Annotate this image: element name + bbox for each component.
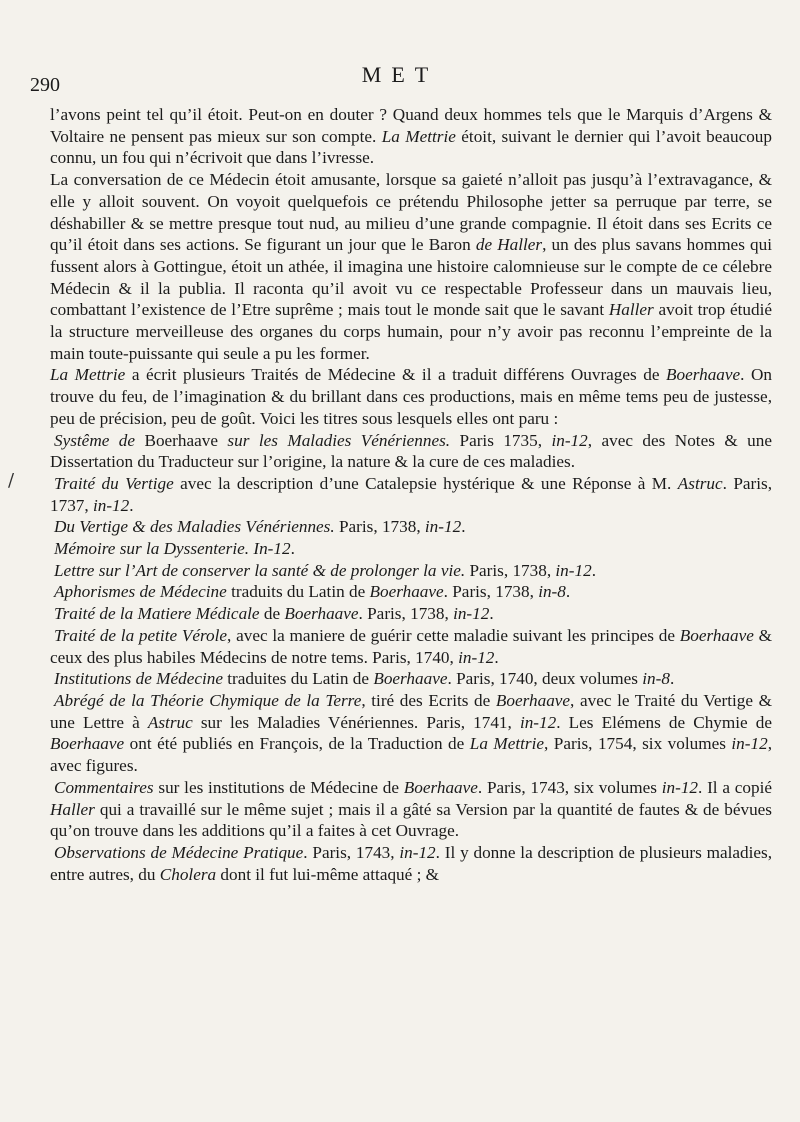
text-run: étoit, suivant le dernier qui l’avoit beaucoup connu, un fou qui n’écrivoit que dans l’ivresse. <box>50 126 772 168</box>
italic-run: Boerhaave <box>666 365 741 385</box>
italic-run: Mémoire sur la Dyssenterie. In-12 <box>54 539 291 559</box>
text-run: de <box>259 604 285 624</box>
italic-run: Traité du Vertige <box>54 473 174 493</box>
italic-run: in-12 <box>92 495 130 515</box>
margin-mark: / <box>8 470 15 491</box>
text-run: & ceux des plus habiles Médecins de notre tems. Paris, 1740, <box>50 625 773 667</box>
paragraph <box>50 364 772 429</box>
italic-run: Haller <box>50 799 95 819</box>
italic-run: Boerhaave <box>373 669 448 689</box>
text-run: Paris 1735, <box>450 430 552 450</box>
bibliography-entry <box>50 581 772 603</box>
italic-run: Aphorismes de Médecine <box>54 582 227 602</box>
text-run: avec la description d’une Catalepsie hystérique & une Réponse à M. <box>173 473 678 493</box>
text-run: . <box>565 582 571 602</box>
italic-run: Observations de Médecine Pratique <box>54 842 304 862</box>
italic-run: in-12 <box>458 647 495 667</box>
paragraph <box>50 169 772 364</box>
text-run: qui a travaillé sur le même sujet ; mais il a gâté sa Version par la quantité de fautes & de bévues qu’on trouve dans les additions qu’il a faites à cet Ouvrage. <box>50 799 772 841</box>
italic-run: Lettre sur l’Art de conserver la santé & de prolonger la vie. <box>54 560 466 580</box>
bibliography-entry <box>50 538 772 560</box>
text-run: . <box>129 495 134 515</box>
italic-run: in-12 <box>731 734 768 754</box>
italic-run: Traité de la Matiere Médicale <box>54 604 260 624</box>
text-run: sur les institutions de Médecine de <box>153 777 404 797</box>
text-run: l’avons peint tel qu’il étoit. Peut-on en douter ? Quand deux hommes tels que le Marquis d’Argens & Voltaire ne pensent pas mieux sur son compte. <box>50 105 772 146</box>
italic-run: in-12 <box>453 604 490 624</box>
italic-run: Abrégé de la Théorie Chymique de la Terre <box>54 690 362 710</box>
text-run: . <box>489 604 494 624</box>
italic-run: Systême de <box>54 430 136 450</box>
italic-run: Boerhaave <box>679 625 754 645</box>
italic-run: in-12 <box>399 842 436 862</box>
text-run: , avec des Notes & une Dissertation du Traducteur sur l’origine, la nature & la cure de ces maladies. <box>50 430 772 472</box>
italic-run: Haller <box>608 300 654 320</box>
paragraph <box>50 104 772 169</box>
text-run: , tiré des Ecrits de <box>361 690 496 710</box>
text-run: . <box>461 517 466 537</box>
text-run: . Paris, 1743, <box>303 842 400 862</box>
text-run: a écrit plusieurs Traités de Médecine & il a traduit différens Ouvrages de <box>125 365 667 385</box>
italic-run: in-8 <box>642 669 670 689</box>
italic-run: Boerhaave <box>284 604 359 624</box>
text-run: ont été publiés en François, de la Traduction de <box>124 734 470 754</box>
italic-run: in-12 <box>551 430 588 450</box>
text-run: . <box>290 539 295 559</box>
text-run: . Il y donne la description de plusieurs maladies, entre autres, du <box>50 842 773 884</box>
text-run: . On trouve du feu, de l’imagination & du brillant dans ces productions, mais en même tems peu de justesse, peu de précision, peu de goût. Voici les titres sous lesquels elles ont paru : <box>50 365 772 428</box>
italic-run: in-12 <box>555 560 592 580</box>
text-run: , avec figures. <box>50 734 772 776</box>
italic-run: Astruc <box>677 473 723 493</box>
text-run: . Les Elémens de Chymie de <box>556 712 773 732</box>
italic-run: in-12 <box>424 517 462 537</box>
text-run: traduites du Latin de <box>222 669 374 689</box>
text-run: Paris, 1738, <box>465 560 556 580</box>
text-run: , Paris, 1754, six volumes <box>544 734 732 754</box>
text-run: , avec la maniere de guérir cette maladie suivant les principes de <box>227 625 680 645</box>
bibliography-entry <box>50 560 772 582</box>
bibliography-entry <box>50 516 772 538</box>
italic-run: Cholera <box>159 864 217 884</box>
text-run: Boerhaave <box>135 430 228 450</box>
bibliography-entry <box>50 603 772 625</box>
italic-run: Du Vertige & des Maladies Vénériennes. <box>54 517 335 537</box>
text-run: traduits du Latin de <box>226 582 370 602</box>
text-run: avoit trop étudié la structure merveilleuse des organes du corps humain, pour n’y avoir pas reconnu l’empreinte de la main toute-puissante qui seule a pu les former. <box>50 300 772 363</box>
italic-run: in-12 <box>661 777 699 797</box>
running-head: MET <box>361 62 439 87</box>
text-run: . <box>591 560 596 580</box>
page-header <box>30 62 770 102</box>
text-run: , un des plus savans hommes qui fussent alors à Gottingue, étoit un athée, il imagina une histoire calomnieuse sur le compte de ce célebre Médecin & il la publia. Il raconta qu’il avoit vu ce respectable Professeur dans un mauvais lieu, combattant l’existence de l’Etre suprême ; mais tout le monde sait que le savant <box>50 235 772 320</box>
italic-run: La Mettrie <box>469 734 544 754</box>
text-run: . <box>669 669 675 689</box>
italic-run: in-12 <box>519 712 557 732</box>
text-run: . Paris, 1743, six volumes <box>477 777 662 797</box>
text-run: . Paris, 1740, deux volumes <box>447 669 643 689</box>
italic-run: Astruc <box>147 712 193 732</box>
bibliography-entry <box>50 473 772 516</box>
italic-run: sur les Maladies Vénériennes. <box>227 430 451 450</box>
italic-run: La Mettrie <box>50 365 126 385</box>
bibliography-entry <box>50 690 772 777</box>
body-text <box>50 104 772 885</box>
italic-run: Commentaires <box>54 777 154 797</box>
bibliography-entry <box>50 842 772 885</box>
italic-run: Boerhaave <box>495 690 571 710</box>
italic-run: Traité de la petite Vérole <box>54 625 228 645</box>
text-run: . <box>494 647 499 667</box>
italic-run: Boerhaave <box>50 734 125 754</box>
text-run: , avec le Traité du Vertige & une Lettre à <box>50 690 772 732</box>
text-run: La conversation de ce Médecin étoit amusante, lorsque sa gaieté n’alloit pas jusqu’à l’extravagance, & elle y alloit souvent. On voyoit quelquefois ce prétendu Philosophe jetter sa perruque par terre, se déshabiller & se mettre presque tout nud, au milieu d’une grande compagnie. Il étoit dans ses Ecrits ce qu’il étoit dans ses actions. Se figurant un jour que le Baron <box>50 170 772 255</box>
text-run: . Il a copié <box>698 777 772 797</box>
text-run: . Paris, 1738, <box>443 582 539 602</box>
bibliography-entry <box>50 668 772 690</box>
text-run: Paris, 1738, <box>334 517 425 537</box>
bibliography-entry <box>50 430 772 473</box>
text-run: dont il fut lui-même attaqué ; & <box>216 864 440 884</box>
italic-run: La Mettrie <box>381 126 456 146</box>
text-run: . Paris, 1738, <box>358 604 454 624</box>
italic-run: de Haller <box>475 235 543 255</box>
text-run: sur les Maladies Vénériennes. Paris, 1741, <box>192 712 520 732</box>
italic-run: Boerhaave <box>403 777 478 797</box>
bibliography-entry <box>50 777 772 842</box>
italic-run: Institutions de Médecine <box>54 669 223 689</box>
italic-run: in-8 <box>538 582 566 602</box>
page-number: 290 <box>30 74 60 96</box>
italic-run: Boerhaave <box>369 582 444 602</box>
text-run: . Paris, 1737, <box>50 473 772 515</box>
bibliography-entry <box>50 625 772 668</box>
